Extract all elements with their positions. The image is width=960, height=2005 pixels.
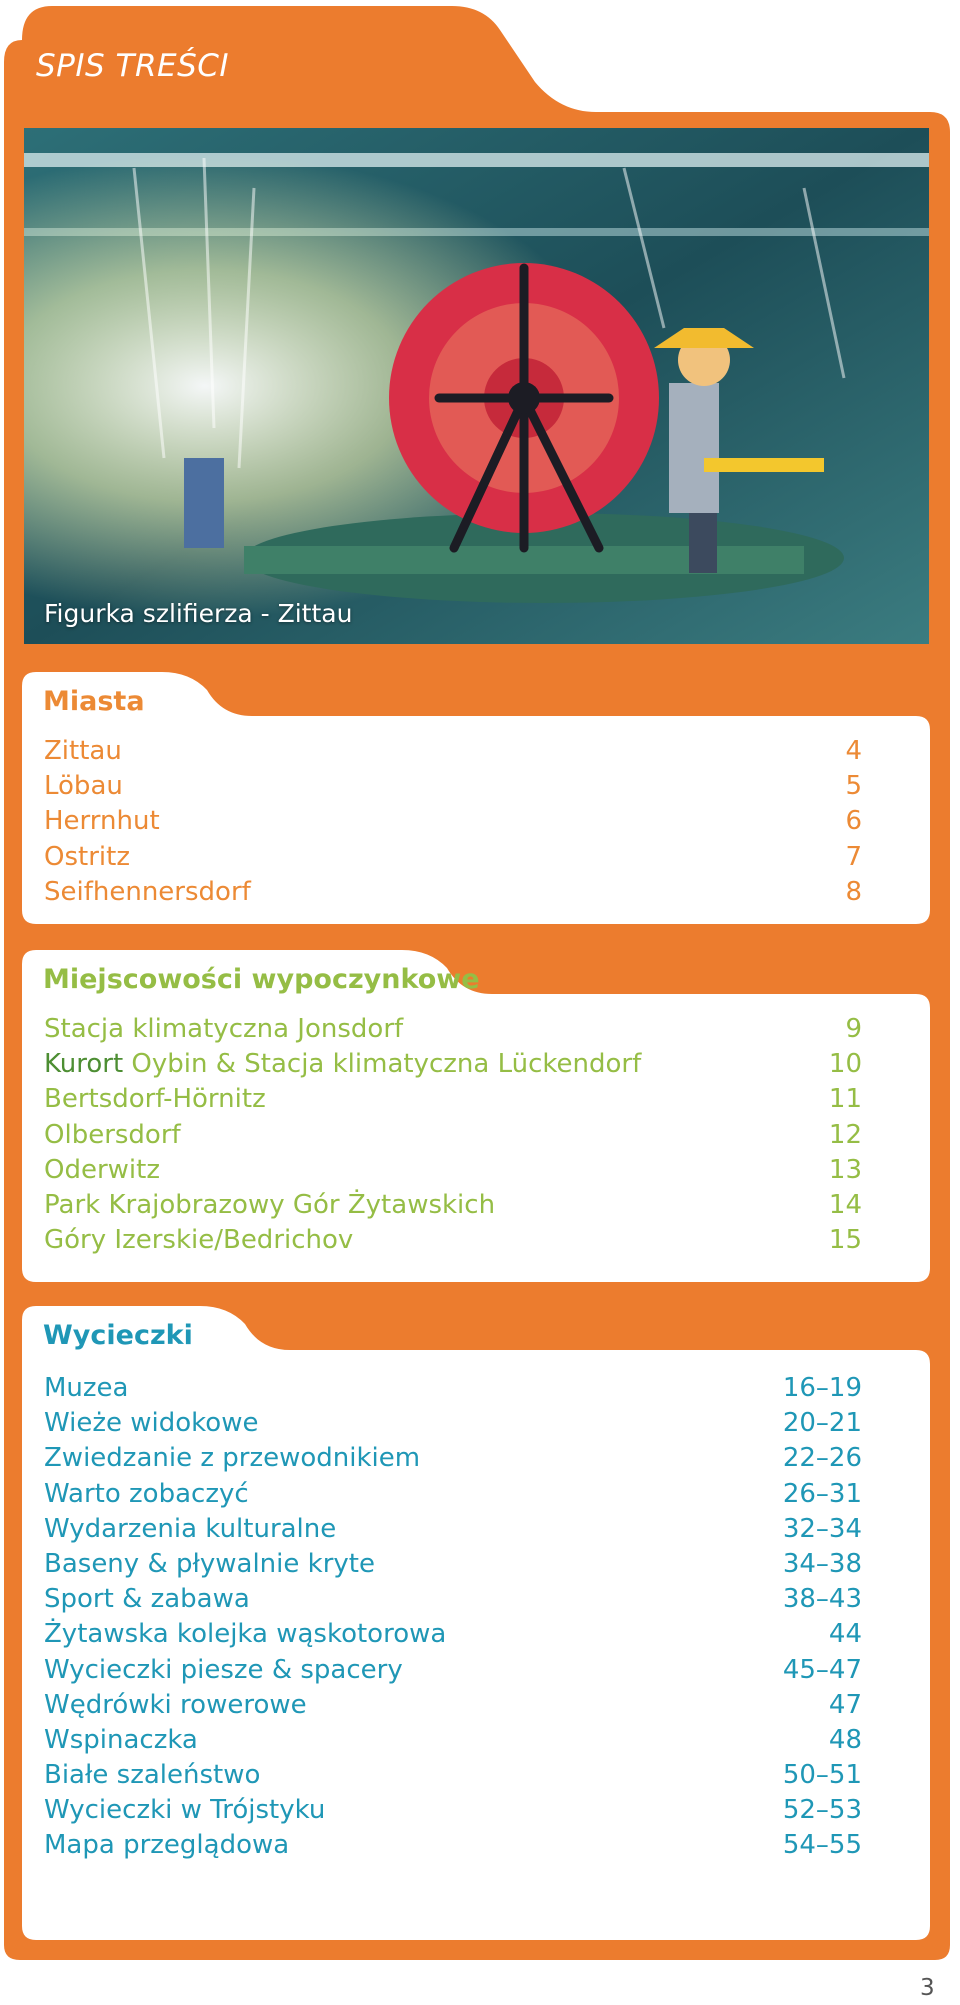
entry-page: 32–34 <box>782 1513 862 1544</box>
toc-list <box>44 1012 862 1258</box>
toc-entry[interactable] <box>44 1188 862 1223</box>
entry-page: 15 <box>828 1225 862 1256</box>
entry-page: 22–26 <box>782 1443 862 1474</box>
toc-entry[interactable] <box>44 1793 862 1828</box>
entry-label: Zittau <box>44 736 122 766</box>
toc-entry[interactable] <box>44 1723 862 1758</box>
entry-label: Wędrówki rowerowe <box>44 1689 307 1720</box>
entry-page: 47 <box>828 1689 862 1720</box>
toc-entry[interactable] <box>44 1406 862 1441</box>
section-wycieczki <box>22 1306 930 1940</box>
entry-page: 5 <box>845 771 862 802</box>
section-miejscowosci <box>22 950 930 1282</box>
toc-entry[interactable] <box>44 769 862 804</box>
toc-list <box>44 734 862 910</box>
entry-label: Löbau <box>44 771 123 802</box>
toc-entry[interactable] <box>44 804 862 839</box>
page-number: 3 <box>920 1975 935 2001</box>
toc-entry[interactable] <box>44 875 862 910</box>
entry-label-first-word: Kurort <box>44 1049 124 1080</box>
toc-title: SPIS TREŚCI <box>36 48 230 84</box>
entry-label: Oderwitz <box>44 1154 160 1185</box>
toc-entry[interactable] <box>44 1047 862 1082</box>
entry-label: Sport & zabawa <box>44 1584 250 1615</box>
entry-label: Baseny & pływalnie kryte <box>44 1548 375 1579</box>
entry-label: Żytawska kolejka wąskotorowa <box>44 1619 447 1650</box>
entry-page: 9 <box>845 1014 862 1044</box>
entry-label-rest: Oybin & Stacja klimatyczna Lückendorf <box>123 1049 642 1080</box>
entry-label: Wieże widokowe <box>44 1408 259 1439</box>
toc-entry[interactable] <box>44 1082 862 1117</box>
toc-entry[interactable] <box>44 1547 862 1582</box>
entry-label: Wycieczki piesze & spacery <box>44 1654 403 1685</box>
entry-label: Park Krajobrazowy Gór Żytawskich <box>44 1189 496 1220</box>
entry-page: 6 <box>845 806 862 837</box>
entry-page: 26–31 <box>782 1478 862 1509</box>
toc-list <box>44 1371 862 1864</box>
toc-entry[interactable] <box>44 1653 862 1688</box>
section-miasta <box>22 672 930 924</box>
toc-entry[interactable] <box>44 734 862 769</box>
entry-label: Góry Izerskie/Bedrichov <box>44 1225 354 1256</box>
entry-page: 10 <box>828 1049 862 1080</box>
section-heading: Wycieczki <box>43 1320 193 1351</box>
entry-page: 50–51 <box>782 1760 862 1791</box>
section-heading: Miasta <box>43 686 145 717</box>
entry-page: 13 <box>828 1154 862 1185</box>
entry-page: 12 <box>828 1119 862 1150</box>
entry-label: Wydarzenia kulturalne <box>44 1513 337 1544</box>
toc-entry[interactable] <box>44 1153 862 1188</box>
toc-entry[interactable] <box>44 840 862 875</box>
entry-label: Herrnhut <box>44 806 160 837</box>
entry-label: Olbersdorf <box>44 1119 181 1150</box>
entry-page: 4 <box>845 736 862 766</box>
entry-label: Bertsdorf-Hörnitz <box>44 1084 266 1115</box>
entry-page: 11 <box>828 1084 862 1115</box>
entry-page: 44 <box>828 1619 862 1650</box>
toc-entry[interactable] <box>44 1617 862 1652</box>
toc-entry[interactable] <box>44 1441 862 1476</box>
entry-page: 45–47 <box>782 1654 862 1685</box>
toc-entry[interactable] <box>44 1012 862 1047</box>
toc-entry[interactable] <box>44 1688 862 1723</box>
entry-label <box>44 1047 641 1082</box>
entry-label: Seifhennersdorf <box>44 876 251 907</box>
toc-entry[interactable] <box>44 1118 862 1153</box>
entry-page: 20–21 <box>782 1408 862 1439</box>
entry-page: 48 <box>828 1724 862 1755</box>
photo-caption: Figurka szlifierza - Zittau <box>44 599 353 628</box>
entry-label: Mapa przeglądowa <box>44 1830 290 1861</box>
cover-photo <box>24 128 929 644</box>
entry-page: 16–19 <box>782 1373 862 1403</box>
entry-label: Ostritz <box>44 841 130 872</box>
entry-page: 38–43 <box>782 1584 862 1615</box>
entry-label: Wspinaczka <box>44 1724 198 1755</box>
toc-entry[interactable] <box>44 1371 862 1406</box>
entry-page: 52–53 <box>782 1795 862 1826</box>
entry-label: Zwiedzanie z przewodnikiem <box>44 1443 421 1474</box>
entry-page: 8 <box>845 876 862 907</box>
toc-entry[interactable] <box>44 1223 862 1258</box>
entry-label: Muzea <box>44 1373 129 1403</box>
entry-page: 34–38 <box>782 1548 862 1579</box>
entry-page: 14 <box>828 1189 862 1220</box>
entry-label: Warto zobaczyć <box>44 1478 249 1509</box>
toc-entry[interactable] <box>44 1582 862 1617</box>
toc-entry[interactable] <box>44 1512 862 1547</box>
entry-label: Stacja klimatyczna Jonsdorf <box>44 1014 404 1044</box>
toc-entry[interactable] <box>44 1828 862 1863</box>
section-heading: Miejscowości wypoczynkowe <box>43 964 480 995</box>
entry-label: Wycieczki w Trójstyku <box>44 1795 326 1826</box>
entry-page: 54–55 <box>782 1830 862 1861</box>
entry-page: 7 <box>845 841 862 872</box>
entry-label: Białe szaleństwo <box>44 1760 261 1791</box>
toc-entry[interactable] <box>44 1758 862 1793</box>
toc-entry[interactable] <box>44 1477 862 1512</box>
